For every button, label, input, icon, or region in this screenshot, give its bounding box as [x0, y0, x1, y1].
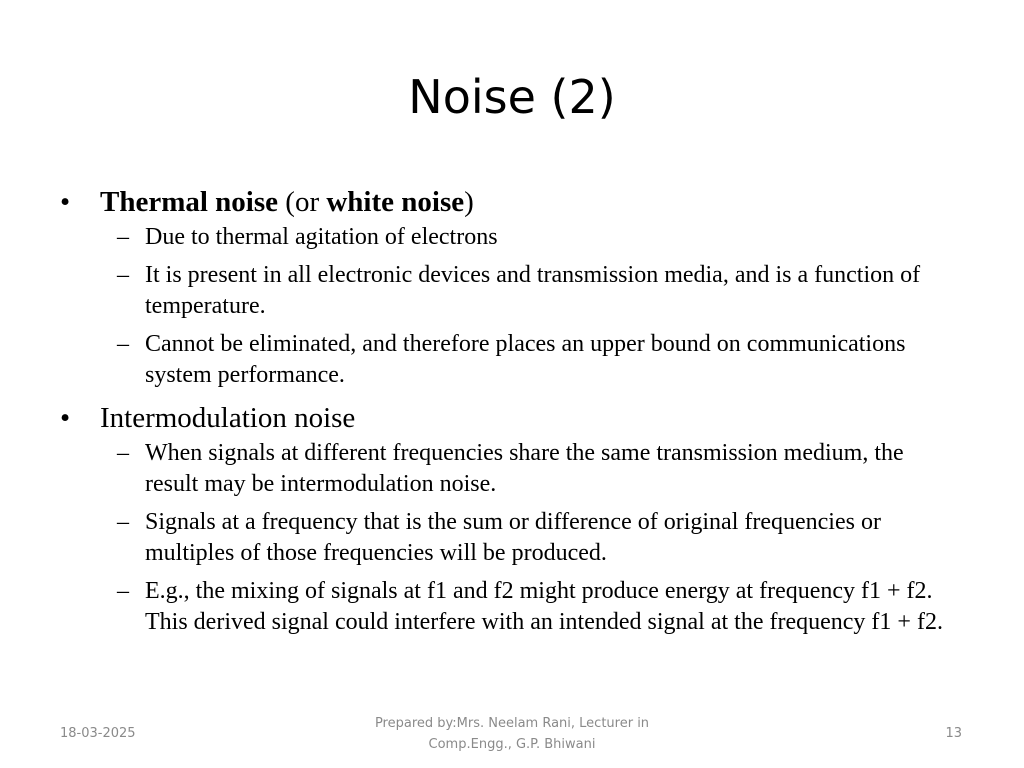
intermodulation-noise-sublist: [56, 438, 961, 638]
footer-author-line-2: Comp.Engg., G.P. Bhiwani: [428, 737, 596, 752]
dash-icon: –: [117, 331, 129, 357]
sub-bullet-text: Signals at a frequency that is the sum or difference of original frequencies or multiples of those frequencies will be produced.: [145, 509, 881, 566]
thermal-noise-plain-open: (or: [278, 186, 327, 218]
sub-bullet: [56, 260, 961, 322]
sub-bullet: [56, 329, 961, 391]
thermal-noise-term: Thermal noise: [100, 186, 279, 218]
sub-bullet: [56, 576, 961, 638]
slide-title: Noise (2): [408, 70, 616, 124]
footer-page-number: 13: [945, 726, 962, 741]
bullet-intermodulation-noise: [56, 398, 961, 438]
slide-body: [56, 182, 961, 645]
sub-bullet: [56, 438, 961, 500]
bullet-thermal-noise: [56, 182, 961, 222]
thermal-noise-sublist: [56, 222, 961, 391]
bullet-intermodulation-noise-text: Intermodulation noise: [100, 402, 356, 434]
sub-bullet-text: It is present in all electronic devices and transmission media, and is a function of temperature.: [145, 262, 921, 319]
dash-icon: –: [117, 578, 129, 604]
dash-icon: –: [117, 509, 129, 535]
bullet-thermal-noise-text: [100, 182, 961, 222]
sub-bullet-text: Due to thermal agitation of electrons: [145, 224, 498, 250]
sub-bullet-text: Cannot be eliminated, and therefore places an upper bound on communications system performance.: [145, 331, 906, 388]
sub-bullet-text: When signals at different frequencies share the same transmission medium, the result may be intermodulation noise.: [145, 440, 904, 497]
dash-icon: –: [117, 440, 129, 466]
footer-date: 18-03-2025: [60, 726, 136, 741]
thermal-noise-plain-close: ): [464, 186, 474, 218]
sub-bullet: [56, 222, 961, 253]
dash-icon: –: [117, 262, 129, 288]
bullet-dot-icon: •: [60, 186, 71, 218]
sub-bullet: [56, 507, 961, 569]
sub-bullet-text: E.g., the mixing of signals at f1 and f2 might produce energy at frequency f1 + f2. This derived signal could interfere with an intended signal at the frequency f1 + f2.: [145, 578, 943, 635]
bullet-dot-icon: •: [60, 402, 71, 434]
footer-author-line-1: Prepared by:Mrs. Neelam Rani, Lecturer in: [374, 716, 650, 731]
footer-author: [312, 713, 712, 755]
white-noise-term: white noise: [326, 186, 465, 218]
dash-icon: –: [117, 224, 129, 250]
